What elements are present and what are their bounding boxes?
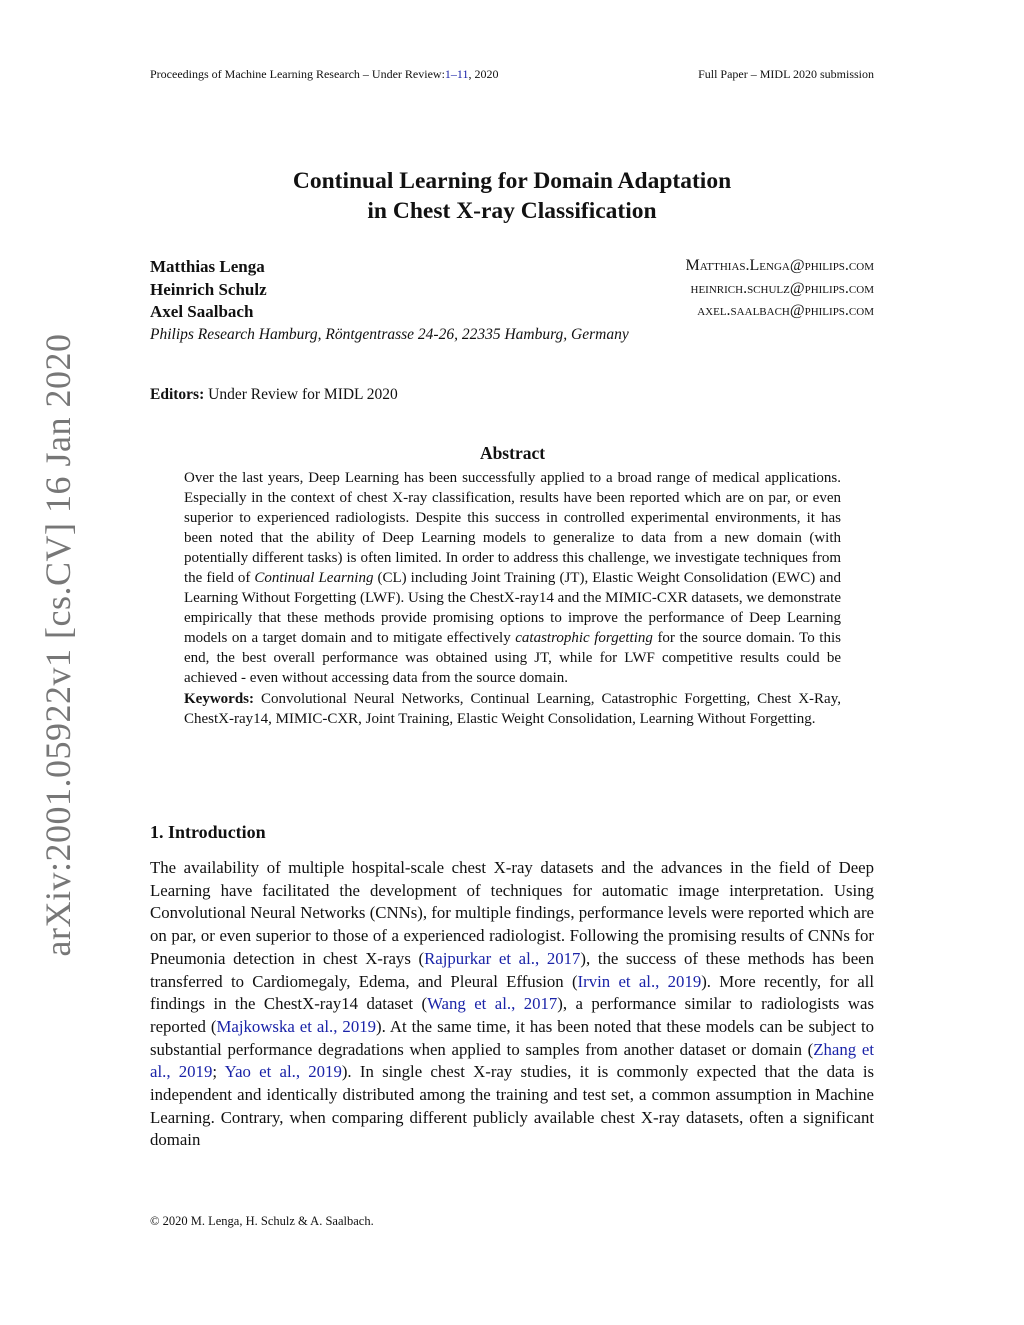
editors-value: Under Review for MIDL 2020 [204,386,398,403]
author-name: Axel Saalbach [150,302,254,321]
header-right: Full Paper – MIDL 2020 submission [698,67,874,81]
introduction-paragraph: The availability of multiple hospital-scale chest X-ray datasets and the advances in the field of Deep Learning have facilitated the development of techniques for automatic image interpretation. Using Convolutional Neural Networks (CNNs), for multiple findings, performance levels were reported which are on par, or even superior to those of a experienced radiologist. Following the promising results of CNNs for Pneumonia detection in chest X-rays (Rajpurkar et al., 2017), the success of these methods has been transferred to Cardiomegaly, Edema, and Pleural Effusion (Irvin et al., 2019). More recently, for all findings in the ChestX-ray14 dataset (Wang et al., 2017), a performance similar to radiologists was reported (Majkowska et al., 2019). At the same time, it has been noted that these models can be subject to substantial performance degradations when applied to samples from another dataset or domain (Zhang et al., 2019; Yao et al., 2019). In single chest X-ray studies, it is commonly expected that the data is independent and identically distributed among the training and test set, a common assumption in Machine Learning. Contrary, when comparing different publicly available chest X-ray datasets, often a significant domain [150,858,875,1150]
paper-title [150,166,874,226]
keywords: Keywords: Convolutional Neural Networks, Continual Learning, Catastrophic Forgetting, Chest X-Ray, ChestX-ray14, MIMIC-CXR, Joint Training, Elastic Weight Consolidation, Learning Without Forgetting. [184,691,841,727]
abstract-section [184,442,841,729]
author-name: Matthias Lenga [150,257,265,276]
author-row [150,280,874,303]
editors-label: Editors: [150,386,205,403]
author-name: Heinrich Schulz [150,279,267,299]
author-email: heinrich.schulz@philips.com [690,279,874,297]
author-row [150,257,874,280]
running-header [150,67,874,87]
citation-link[interactable]: Irvin et al., 2019 [577,971,702,991]
emphasis-continual-learning: Continual Learning [254,570,374,586]
affiliation: Philips Research Hamburg, Röntgentrasse 24-26, 22335 Hamburg, Germany [150,325,629,343]
copyright-footer: © 2020 M. Lenga, H. Schulz & A. Saalbach. [150,1214,374,1228]
page-range-link[interactable]: 1–11 [444,67,469,81]
abstract-heading: Abstract [479,443,546,463]
author-email: Matthias.Lenga@philips.com [685,257,874,274]
abstract-text: Over the last years, Deep Learning has been successfully applied to a broad range of medical applications. Especially in the context of chest X-ray classification, results have been reported which are on par, or even superior to experienced radiologists. Despite this success in controlled experimental environments, it has been noted that the ability of Deep Learning models to generalize to data from a new domain (with potentially different tasks) is often limited. In order to address this challenge, we investigate techniques from the field of Continual Learning (CL) including Joint Training (JT), Elastic Weight Consolidation (EWC) and Learning Without Forgetting (LWF). Using the ChestX-ray14 and the MIMIC-CXR datasets, we demonstrate empirically that these methods provide promising options to improve the performance of Deep Learning models on a target domain and to mitigate effectively catastrophic forgetting for the source domain. To this end, the best overall performance was obtained using JT, while for LWF competitive results could be achieved - even without accessing data from the source domain. [184,470,841,686]
author-row [150,302,874,325]
keywords-label: Keywords: [184,691,254,707]
arxiv-stamp-text: arXiv:2001.05922v1 [cs.CV] 16 Jan 2020 [38,333,78,957]
author-email: axel.saalbach@philips.com [697,302,874,319]
editors-line [150,386,398,404]
citation-link[interactable]: Wang et al., 2017 [427,994,558,1014]
header-left: Proceedings of Machine Learning Research – Under Review:1–11, 2020 [150,67,499,81]
emphasis-catastrophic-forgetting: catastrophic forgetting [515,630,653,646]
author-block [150,257,874,344]
section-heading-introduction: 1. Introduction [150,822,266,842]
citation-link[interactable]: Yao et al., 2019 [224,1062,342,1082]
title-line-2: in Chest X-ray Classification [367,198,657,224]
title-line-1: Continual Learning for Domain Adaptation [292,168,732,194]
citation-link[interactable]: Rajpurkar et al., 2017 [424,948,581,968]
citation-link[interactable]: Zhang et al., 2019 [150,1039,874,1082]
citation-link[interactable]: Majkowska et al., 2019 [216,1016,376,1036]
